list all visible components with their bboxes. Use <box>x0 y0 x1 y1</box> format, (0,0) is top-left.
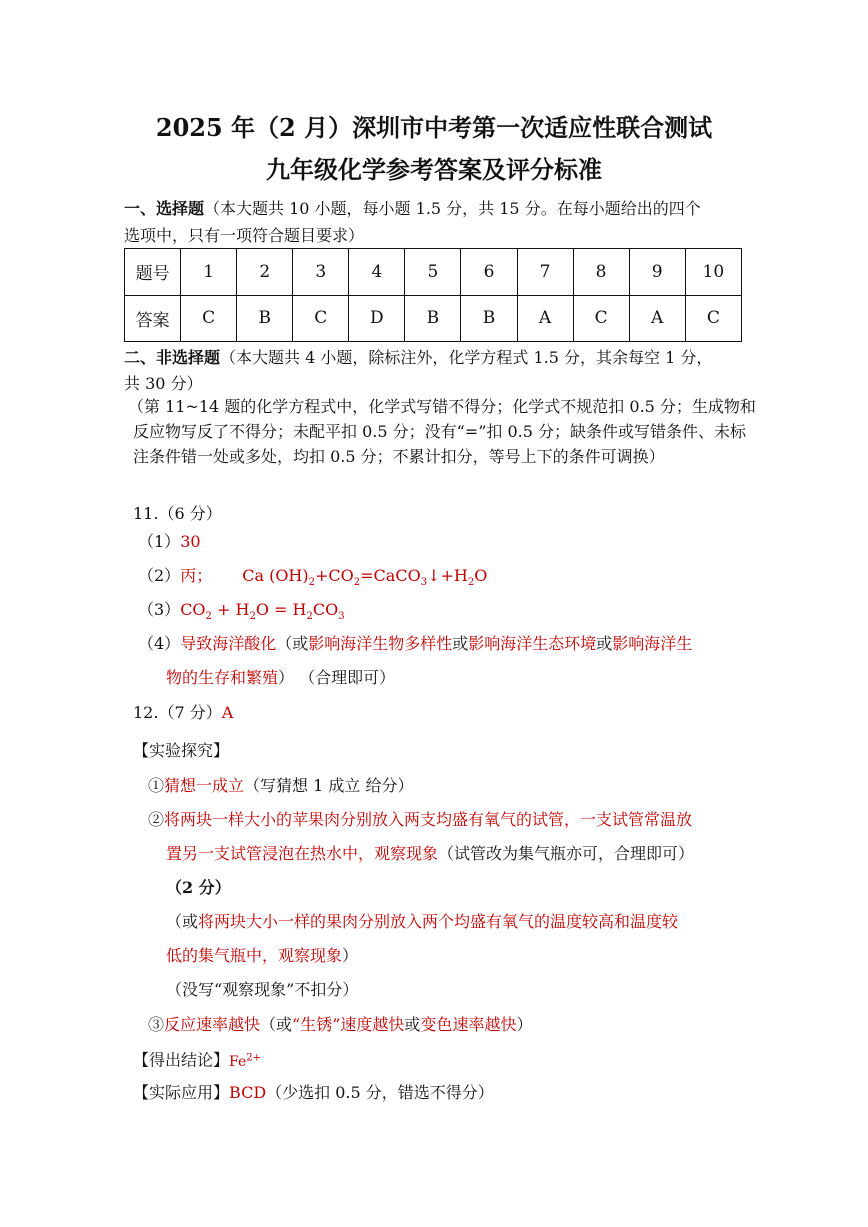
eq-part: O <box>474 566 488 585</box>
q11-p4-i: ） （合理即可） <box>278 668 396 687</box>
q12-e2-nopenalty: （没写“观察现象”不扣分） <box>166 980 359 999</box>
answer-table <box>124 248 742 342</box>
eq-part: CO <box>180 600 206 619</box>
table-cell: 5 <box>405 249 461 296</box>
q12-e2-answer-b: 置另一支试管浸泡在热水中，观察现象 <box>166 844 439 863</box>
q12-e2-score: （2 分） <box>166 878 231 897</box>
q11-p4-answer-a: 导致海洋酸化 <box>180 634 277 653</box>
table-cell: C <box>573 295 629 342</box>
eq-sub: 2 <box>205 611 212 623</box>
table-cell: C <box>685 295 741 342</box>
section1-heading: 一、选择题 <box>124 199 205 218</box>
table-cell: 2 <box>237 249 293 296</box>
eq-sub: 2 <box>306 611 313 623</box>
eq-sub: 3 <box>338 611 345 623</box>
q12-explore-heading: 【实验探究】 <box>133 741 230 760</box>
section2-heading: 二、非选择题 <box>124 348 221 367</box>
eq-sub: 2 <box>249 611 256 623</box>
q12-e3-c: “生锈”速度越快 <box>292 1015 405 1034</box>
q12-e2-alt-d: ） <box>342 946 359 965</box>
q12-conclusion-answer <box>229 1054 261 1070</box>
eq-sub: 2 <box>353 577 361 589</box>
ion-symbol: Fe <box>229 1053 247 1070</box>
q11-header: 11.（6 分） <box>133 504 222 523</box>
eq-part: + H <box>211 600 250 619</box>
table-cell: D <box>349 295 405 342</box>
q12-e2-answer-a: 将两块一样大小的苹果肉分别放入两支均盛有氧气的试管，一支试管常温放 <box>164 810 693 829</box>
q12-e2-alt-c: 低的集气瓶中，观察现象 <box>166 946 343 965</box>
q11-p3-equation <box>180 600 345 623</box>
q11-p2-answer: 丙； <box>180 566 213 585</box>
q12-e2-note: （试管改为集气瓶亦可，合理即可） <box>438 844 695 863</box>
q12-apply-note: （少选扣 0.5 分，错选不得分） <box>266 1083 494 1102</box>
q12-e2-alt-b: 将两块大小一样的果肉分别放入两个均盛有氧气的温度较高和温度较 <box>198 912 679 931</box>
q12-explore-3 <box>148 1013 532 1037</box>
q11-p1-label: （1） <box>138 532 181 551</box>
q11-part3 <box>138 598 345 629</box>
q11-part4 <box>138 632 692 656</box>
table-cell: A <box>629 295 685 342</box>
q11-p4-answer-c: 影响海洋生物多样性 <box>308 634 453 653</box>
q11-p4-b: （或 <box>276 634 309 653</box>
table-cell: C <box>293 295 349 342</box>
ion-charge: 2+ <box>246 1052 261 1063</box>
q12-e2-alt <box>166 910 678 934</box>
q11-p3-label: （3） <box>138 600 181 619</box>
table-cell: B <box>237 295 293 342</box>
q12-explore-2-cont <box>166 842 694 866</box>
q12-e3-mark: ③ <box>148 1015 165 1034</box>
q11-p1-answer: 30 <box>180 532 201 551</box>
eq-part: =CaCO <box>360 566 421 585</box>
section1-desc-a: （本大题共 10 小题，每小题 1.5 分，共 15 分。在每小题给出的四个 <box>204 199 701 218</box>
q11-p4-d: 或 <box>452 634 469 653</box>
q11-part1 <box>138 530 201 554</box>
section2-heading-line <box>124 346 712 370</box>
table-cell: 6 <box>461 249 517 296</box>
q11-p4-answer-h: 物的生存和繁殖 <box>166 668 279 687</box>
table-row-numbers <box>125 249 742 296</box>
table-header-cell: 答案 <box>125 295 181 342</box>
q12-explore-1 <box>148 774 413 798</box>
eq-part: +CO <box>315 566 354 585</box>
q12-e2-alt-cont <box>166 944 358 968</box>
eq-sub: 3 <box>420 577 428 589</box>
eq-sub: 2 <box>308 577 315 589</box>
table-cell: A <box>517 295 573 342</box>
table-cell: 7 <box>517 249 573 296</box>
q12-header-line <box>133 701 233 725</box>
section1-desc-b: 选项中，只有一项符合题目要求） <box>124 226 365 245</box>
q12-conclusion <box>133 1046 261 1074</box>
eq-part: O = H <box>255 600 307 619</box>
q12-e3-f: ） <box>516 1015 533 1034</box>
eq-part: Ca (OH) <box>242 566 309 585</box>
title-line-1: 2025 年（2 月）深圳市中考第一次适应性联合测试 <box>155 113 713 142</box>
section2-desc-a: （本大题共 4 小题，除标注外，化学方程式 1.5 分，其余每空 1 分， <box>220 348 713 367</box>
table-cell: 4 <box>349 249 405 296</box>
eq-part: CO <box>312 600 339 619</box>
table-cell: 9 <box>629 249 685 296</box>
q12-e1-mark: ① <box>148 776 165 795</box>
section2-note-a: （第 11~14 题的化学方程式中，化学式写错不得分；化学式不规范扣 0.5 分；生成物和 <box>128 397 756 416</box>
q11-p4-answer-g: 影响海洋生 <box>612 634 693 653</box>
table-cell: 10 <box>685 249 741 296</box>
q12-e2-alt-a: （或 <box>166 912 199 931</box>
q11-p4-f: 或 <box>596 634 613 653</box>
q12-answer: A <box>221 703 234 722</box>
q11-p4-label: （4） <box>138 634 181 653</box>
q12-header: 12.（7 分） <box>133 703 222 722</box>
table-cell: 1 <box>181 249 237 296</box>
table-header-cell: 题号 <box>125 249 181 296</box>
section2-note-c: 注条件错一处或多处，均扣 0.5 分；不累计扣分，等号上下的条件可调换） <box>133 447 665 466</box>
q12-e1-answer: 猜想一成立 <box>164 776 245 795</box>
q11-part2 <box>138 564 487 595</box>
q11-part4-cont <box>166 666 395 690</box>
table-cell: B <box>405 295 461 342</box>
section2-note-b: 反应物写反了不得分；未配平扣 0.5 分；没有“=”扣 0.5 分；缺条件或写错条件、未标 <box>133 422 747 441</box>
q12-explore-2 <box>148 808 692 832</box>
eq-sub: 2 <box>467 577 475 589</box>
q11-p4-answer-e: 影响海洋生态环境 <box>468 634 597 653</box>
q12-apply-answer: BCD <box>229 1083 267 1102</box>
eq-part: ↓+H <box>427 566 468 585</box>
q12-e3-e: 变色速率越快 <box>420 1015 517 1034</box>
table-cell: 3 <box>293 249 349 296</box>
table-cell: C <box>181 295 237 342</box>
q12-e3-a: 反应速率越快 <box>164 1015 261 1034</box>
q12-e3-b: （或 <box>260 1015 293 1034</box>
table-cell: B <box>461 295 517 342</box>
title-line-2: 九年级化学参考答案及评分标准 <box>266 155 602 184</box>
table-row-answers <box>125 295 742 342</box>
q12-e3-d: 或 <box>404 1015 421 1034</box>
section1-heading-line <box>124 197 701 221</box>
q12-e2-mark: ② <box>148 810 165 829</box>
q12-e1-note: （写猜想 1 成立 给分） <box>244 776 414 795</box>
section2-desc-b: 共 30 分） <box>124 374 203 393</box>
q12-apply <box>133 1081 494 1105</box>
table-cell: 8 <box>573 249 629 296</box>
q12-conclusion-heading: 【得出结论】 <box>133 1050 230 1070</box>
q11-p2-equation <box>242 566 488 589</box>
q12-apply-heading: 【实际应用】 <box>133 1083 230 1102</box>
q11-p2-label: （2） <box>138 566 181 585</box>
